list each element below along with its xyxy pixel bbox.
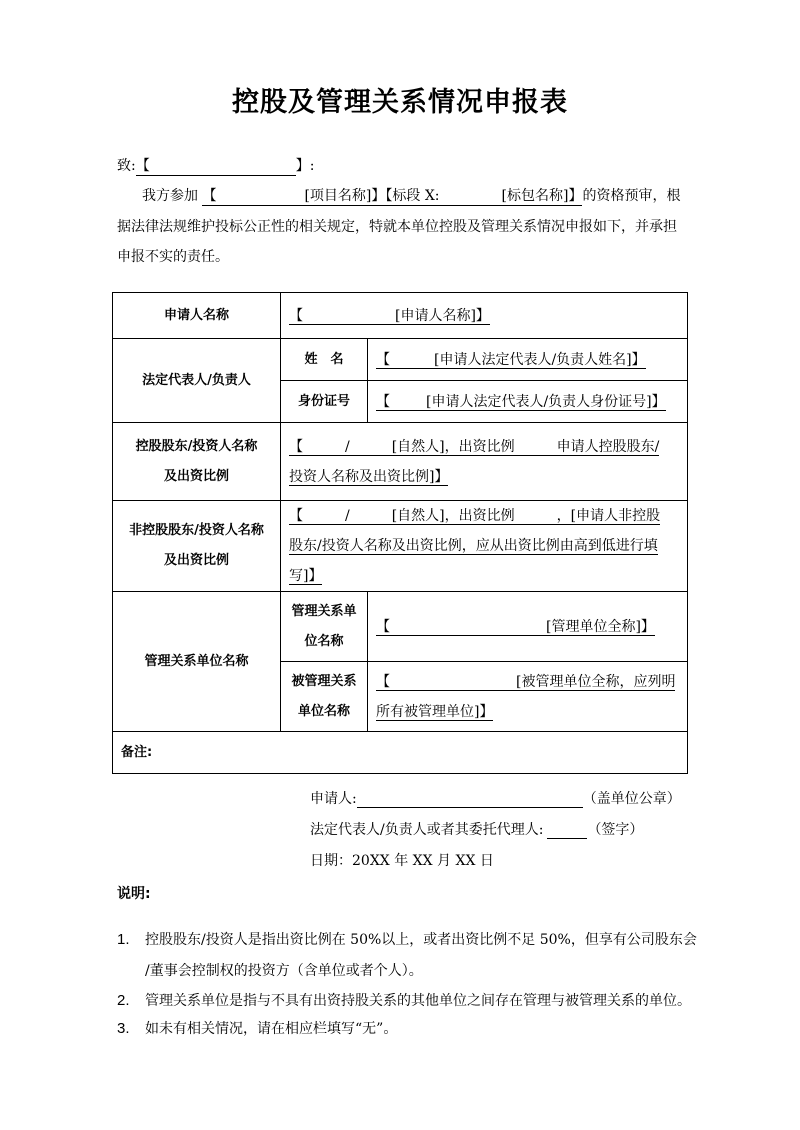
legal-rep-id-field[interactable]: 【 [申请人法定代表人/负责人身份证号]】 [368,381,688,423]
note-item-2: 2. 管理关系单位是指与不具有出资持股关系的其他单位之间存在管理与被管理关系的单位。 [117,992,691,1009]
declaration-table [112,292,688,774]
nonholding-shareholder-label: 非控股股东/投资人名称 及出资比例 [113,501,281,592]
signature-note: （签字） [587,822,644,838]
rep-sign-label: 法定代表人/负责人或者其委托代理人: [310,822,544,838]
manager-unit-field[interactable]: 【 [管理单位全称]】 [368,592,688,662]
intro-text: 我方参加 [142,188,198,204]
remarks-field[interactable]: 备注: [113,732,688,774]
note-item-3: 3. 如未有相关情况，请在相应栏填写“无”。 [117,1020,398,1037]
holding-shareholder-label: 控股股东/投资人名称 及出资比例 [113,423,281,501]
legal-rep-label: 法定代表人/负责人 [113,339,281,423]
intro-text-end: 的资格预审，根 [582,188,681,204]
note-item-1-cont: /董事会控制权的投资方（含单位或者个人）。 [145,963,423,979]
rep-sign-line [310,819,643,839]
intro-line-1 [142,185,680,206]
applicant-name-field[interactable]: 【 [申请人名称]】 [281,293,688,339]
applicant-sign-field[interactable] [357,791,583,808]
management-unit-label: 管理关系单位名称 [113,592,281,732]
page-title: 控股及管理关系情况申报表 [232,87,568,118]
managed-unit-label: 被管理关系 单位名称 [281,662,368,732]
name-label: 姓 名 [281,339,368,381]
intro-line-3: 申报不实的责任。 [117,249,229,265]
recipient-field[interactable]: 【 [136,155,296,176]
legal-rep-name-field[interactable]: 【 [申请人法定代表人/负责人姓名]】 [368,339,688,381]
id-number-label: 身份证号 [281,381,368,423]
managed-unit-field[interactable]: 【 [被管理单位全称，应列明 所有被管理单位]】 [368,662,688,732]
note-item-1: 1. 控股股东/投资人是指出资比例在 50%以上，或者出资比例不足 50%，但享有公司股东会 [117,931,697,948]
recipient-close: 】: [295,158,315,174]
project-name-field[interactable]: 【 [项目名称]】【标段 X: [标包名称]】 [202,185,582,206]
sign-date: 日期：20XX 年 XX 月 XX 日 [310,853,494,869]
applicant-name-label: 申请人名称 [113,293,281,339]
nonholding-shareholder-field[interactable]: 【 / [自然人]，出资比例 ，[申请人非控股 股东/投资人名称及出资比例，应从出资比例由高到低进行填写]】 [281,501,688,592]
holding-shareholder-field[interactable]: 【 / [自然人]，出资比例 申请人控股股东/ 投资人名称及出资比例]】 [281,423,688,501]
applicant-sign-label: 申请人: [310,791,357,807]
rep-sign-field[interactable] [547,822,587,839]
seal-note: （盖单位公章） [582,791,681,807]
applicant-sign-line [310,788,681,808]
notes-heading: 说明: [117,886,151,902]
manager-unit-label: 管理关系单 位名称 [281,592,368,662]
intro-line-2: 据法律法规维护投标公正性的相关规定，特就本单位控股及管理关系情况申报如下，并承担 [117,219,677,235]
recipient-prefix: 致: [117,158,136,174]
recipient-line [117,155,314,176]
